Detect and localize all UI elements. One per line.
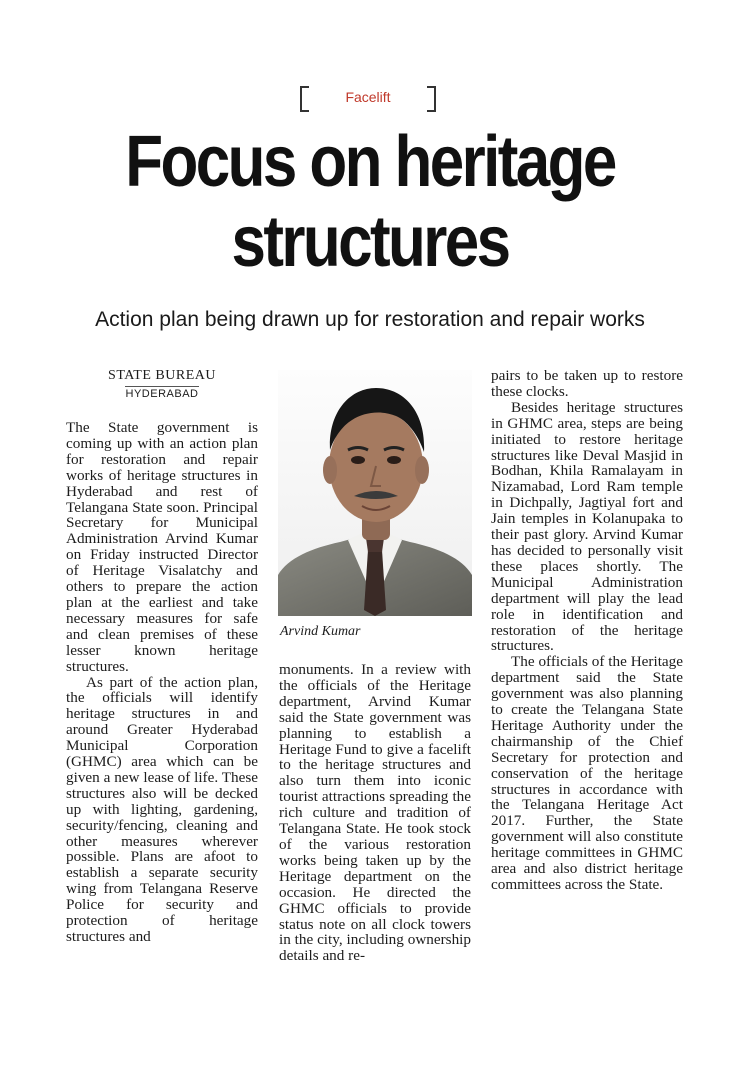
column-3-paragraph-1: pairs to be taken up to restore these clocks. [491,367,683,400]
column-2-paragraph-1: monuments. In a review with the officials of the Heritage department, Arvind Kumar said the State government was planning to establish a Heritage Fund to give a facelift to the heritage structures and also turn them into iconic tourist attractions spreading the rich culture and tradition of Telangana State. He took stock of the various restoration works being taken up by the Heritage department on the occasion. He directed the GHMC officials to provide status note on all clock towers in the city, including ownership details and re- [279,661,471,965]
article-column-2 [279,662,471,964]
article-column-3 [491,368,683,893]
column-1-paragraph-2: As part of the action plan, the officials will identify heritage structures in and around Greater Hyderabad Municipal Corporation (GHMC) area which can be given a new lease of life. These structures also will be decked up with lighting, gardening, security/fencing, cleaning and other measures wherever possible. Plans are afoot to establish a separate security wing from Telangana Reserve Police for security and protection of heritage structures and [66,673,258,945]
byline [102,368,222,400]
headline-line-1: Focus on heritage [125,122,615,202]
column-1-paragraph-1: The State government is coming up with an action plan for restoration and repair works of heritage structures in Hyderabad and rest of Telangana State soon. Principal Secretary for Municipal Administration Arvind Kumar on Friday instructed Director of Heritage Visalatchy and others to prepare the action plan at the earliest and take necessary measures for safe and clean premises of these lesser known heritage structures. [66,419,258,675]
column-3-paragraph-2: Besides heritage structures in GHMC area, steps are being initiated to restore heritage structures like Deval Masjid in Bodhan, Khila Ramalayam in Nizamabad, Lord Ram temple in Dichpally, Jagtiyal fort and Jain temples in Kolanupaka to their past glory. Arvind Kumar has decided to personally visit these places shortly. The Municipal Administration department will play the lead role in identification and restoration of the heritage structures. [491,398,683,655]
column-3-paragraph-3: The officials of the Heritage department said the State government was also planning to create the Telangana State Heritage Authority under the chairmanship of the Chief Secretary for protection and conservation of the heritage structures in accordance with the Telangana Heritage Act 2017. Further, the State government will also constitute heritage committees in GHMC area and also district heritage committees across the State. [491,653,683,893]
arvind-kumar-photo [278,370,472,616]
section-tag-label: Facelift [345,89,391,105]
byline-divider [125,386,199,387]
byline-bureau: STATE BUREAU [108,368,216,383]
headline-line-2: structures [231,202,509,282]
article-column-1 [66,420,258,945]
photo-caption: Arvind Kumar [280,624,361,639]
right-bracket [427,86,436,112]
byline-city: HYDERABAD [125,388,199,400]
section-tag [300,86,436,110]
subheadline: Action plan being drawn up for restoration and repair works [95,308,645,331]
headline [52,122,688,282]
